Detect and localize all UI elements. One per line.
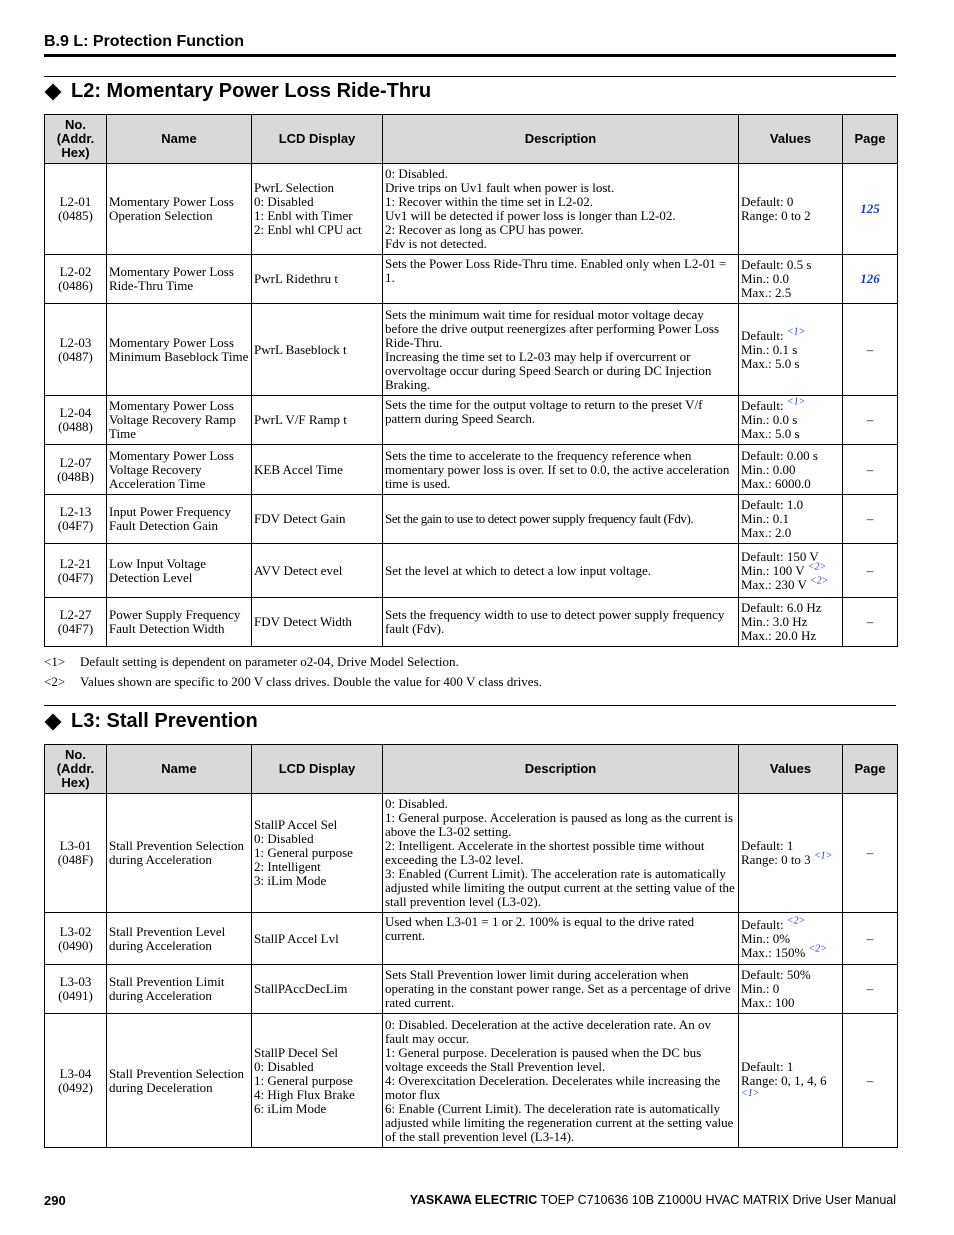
table-header-row — [45, 745, 898, 794]
section-rule-l2 — [44, 76, 896, 77]
col-header-lcd: LCD Display — [252, 745, 383, 794]
footnote-text: Default setting is dependent on parameter o2-04, Drive Model Selection. — [80, 654, 459, 669]
col-header-name: Name — [107, 745, 252, 794]
param-lcd: StallP Decel Sel 0: Disabled 1: General purpose 4: High Flux Brake 6: iLim Mode — [252, 1014, 383, 1148]
param-description: 0: Disabled. Deceleration at the active deceleration rate. An ov fault may occur. 1: General purpose. Deceleration is paused when the DC bus voltage exceeds the Stall Prevention level. 4: Overexcitation Deceleration. Decelerates while increasing the motor flux 6: Enable (Current Limit). The deceleration rate is automatically adjusted while limiting the regeneration current at the setting value of the stall prevention level (L3-14). — [383, 1014, 739, 1148]
value-default: Default: — [741, 327, 784, 343]
param-lcd: PwrL Ridethru t — [252, 255, 383, 304]
value-range: Range: 0, 1, 4, 6 — [741, 1072, 827, 1088]
table-row — [45, 495, 898, 544]
param-lcd: FDV Detect Gain — [252, 495, 383, 544]
page-ref: – — [843, 1014, 898, 1148]
param-no: L3-04 (0492) — [45, 1014, 107, 1148]
param-values: Default: 50% Min.: 0 Max.: 100 — [739, 965, 843, 1014]
param-lcd: StallP Accel Sel 0: Disabled 1: General purpose 2: Intelligent 3: iLim Mode — [252, 794, 383, 913]
page-link[interactable]: 125 — [843, 164, 898, 255]
section-title-l2 — [44, 80, 431, 103]
page-ref: – — [843, 913, 898, 965]
param-no: L2-13 (04F7) — [45, 495, 107, 544]
col-header-lcd: LCD Display — [252, 115, 383, 164]
section-title-text: L2: Momentary Power Loss Ride-Thru — [71, 80, 432, 102]
page-ref: – — [843, 794, 898, 913]
table-row — [45, 1014, 898, 1148]
param-lcd: PwrL V/F Ramp t — [252, 396, 383, 445]
footnote — [44, 674, 542, 690]
param-values — [739, 396, 843, 445]
param-no: L2-02 (0486) — [45, 255, 107, 304]
value-default: Default: — [741, 916, 784, 932]
value-max: Max.: 150% — [741, 944, 806, 960]
col-header-description: Description — [383, 115, 739, 164]
param-name: Stall Prevention Selection during Acceleration — [107, 794, 252, 913]
param-name: Momentary Power Loss Voltage Recovery Acceleration Time — [107, 445, 252, 495]
param-description: Used when L3-01 = 1 or 2. 100% is equal to the drive rated current. — [383, 913, 739, 965]
value-max: Max.: 230 V — [741, 576, 807, 592]
param-description: 0: Disabled. Drive trips on Uv1 fault when power is lost. 1: Recover within the time set in L2-02. Uv1 will be detected if power loss is longer than L2-02. 2: Recover as long as CPU has power. Fdv is not detected. — [383, 164, 739, 255]
param-values — [739, 544, 843, 598]
footnote-text: Values shown are specific to 200 V class drives. Double the value for 400 V class drives. — [80, 674, 542, 689]
page-ref: – — [843, 544, 898, 598]
footnote-ref[interactable]: <1> — [786, 326, 806, 338]
param-values — [739, 1014, 843, 1148]
param-values — [739, 304, 843, 396]
value-default: Default: 1 — [741, 1058, 794, 1074]
col-header-no: No. (Addr. Hex) — [45, 115, 107, 164]
page-link[interactable]: 126 — [843, 255, 898, 304]
param-description: Set the level at which to detect a low input voltage. — [383, 544, 739, 598]
footer-manual: TOEP C710636 10B Z1000U HVAC MATRIX Drive User Manual — [540, 1193, 896, 1207]
param-name: Stall Prevention Limit during Acceleration — [107, 965, 252, 1014]
param-lcd: StallPAccDecLim — [252, 965, 383, 1014]
value-default: Default: 1 — [741, 838, 794, 853]
param-description: Set the gain to use to detect power supply frequency fault (Fdv). — [383, 495, 739, 544]
col-header-values: Values — [739, 115, 843, 164]
table-row — [45, 445, 898, 495]
param-values — [739, 794, 843, 913]
param-no: L2-27 (04F7) — [45, 598, 107, 647]
col-header-no: No. (Addr. Hex) — [45, 745, 107, 794]
table-row — [45, 913, 898, 965]
footnote-ref[interactable]: <1> — [741, 1087, 760, 1099]
footnote — [44, 654, 459, 670]
table-row — [45, 396, 898, 445]
value-range: Range: 0 to 3 — [741, 852, 811, 867]
param-lcd: PwrL Selection 0: Disabled 1: Enbl with Timer 2: Enbl whl CPU act — [252, 164, 383, 255]
param-name: Stall Prevention Selection during Deceleration — [107, 1014, 252, 1148]
param-description: Sets Stall Prevention lower limit during acceleration when operating in the constant power range. Set as a percentage of drive rated current. — [383, 965, 739, 1014]
value-range: Min.: 0.0 s Max.: 5.0 s — [741, 412, 800, 441]
section-rule-l3 — [44, 705, 896, 706]
param-values: Default: 0.5 s Min.: 0.0 Max.: 2.5 — [739, 255, 843, 304]
value-range: Min.: 0.1 s Max.: 5.0 s — [741, 341, 800, 371]
section-header: B.9 L: Protection Function — [44, 33, 244, 50]
diamond-bullet-icon — [45, 83, 62, 100]
section-title-text: L3: Stall Prevention — [71, 710, 258, 732]
footnote-ref[interactable]: <2> — [786, 915, 806, 927]
param-lcd: AVV Detect evel — [252, 544, 383, 598]
param-lcd: KEB Accel Time — [252, 445, 383, 495]
section-title-l3 — [44, 710, 258, 733]
footer-manual-title — [410, 1193, 896, 1207]
param-description: 0: Disabled. 1: General purpose. Acceleration is paused as long as the current is above the L3-02 setting. 2: Intelligent. Accelerate in the shortest possible time without exceeding the L3-02 level. 3: Enabled (Current Limit). The acceleration rate is automatically adjusted while limiting the output current at the setting value of the stall prevention level (L3-02). — [383, 794, 739, 913]
param-no: L2-01 (0485) — [45, 164, 107, 255]
param-no: L3-01 (048F) — [45, 794, 107, 913]
param-values: Default: 0.00 s Min.: 0.00 Max.: 6000.0 — [739, 445, 843, 495]
param-values — [739, 913, 843, 965]
param-description: Sets the frequency width to use to detect power supply frequency fault (Fdv). — [383, 598, 739, 647]
footnote-ref[interactable]: <1> — [786, 396, 806, 408]
footnote-ref[interactable]: <2> — [808, 943, 828, 955]
param-name: Momentary Power Loss Minimum Baseblock Time — [107, 304, 252, 396]
footnote-tag: <2> — [44, 674, 66, 689]
param-description: Sets the time for the output voltage to return to the preset V/f pattern during Speed Search. — [383, 396, 739, 445]
param-lcd: PwrL Baseblock t — [252, 304, 383, 396]
param-no: L2-21 (04F7) — [45, 544, 107, 598]
param-lcd: FDV Detect Width — [252, 598, 383, 647]
param-no: L2-07 (048B) — [45, 445, 107, 495]
value-default: Default: 150 V — [741, 548, 819, 564]
param-name: Stall Prevention Level during Acceleration — [107, 913, 252, 965]
table-row — [45, 794, 898, 913]
l2-parameter-table — [44, 114, 898, 647]
header-rule — [44, 54, 896, 57]
param-no: L2-04 (0488) — [45, 396, 107, 445]
page-ref: – — [843, 445, 898, 495]
param-name: Low Input Voltage Detection Level — [107, 544, 252, 598]
param-no: L3-03 (0491) — [45, 965, 107, 1014]
table-row — [45, 544, 898, 598]
param-lcd: StallP Accel Lvl — [252, 913, 383, 965]
table-header-row — [45, 115, 898, 164]
param-name: Momentary Power Loss Voltage Recovery Ramp Time — [107, 396, 252, 445]
param-name: Input Power Frequency Fault Detection Gain — [107, 495, 252, 544]
param-name: Momentary Power Loss Ride-Thru Time — [107, 255, 252, 304]
col-header-page: Page — [843, 745, 898, 794]
footnote-tag: <1> — [44, 654, 66, 669]
param-no: L3-02 (0490) — [45, 913, 107, 965]
l3-parameter-table — [44, 744, 898, 1148]
param-name: Power Supply Frequency Fault Detection Width — [107, 598, 252, 647]
table-row — [45, 164, 898, 255]
footnote-ref[interactable]: <2> — [809, 575, 829, 587]
table-row — [45, 965, 898, 1014]
param-description: Sets the minimum wait time for residual motor voltage decay before the drive output reenergizes after performing Power Loss Ride-Thru. Increasing the time set to L2-03 may help if overcurrent or overvoltage occur during Speed Search or during DC Injection Braking. — [383, 304, 739, 396]
footnote-ref[interactable]: <2> — [807, 561, 827, 573]
param-description: Sets the Power Loss Ride-Thru time. Enabled only when L2-01 = 1. — [383, 255, 739, 304]
param-values: Default: 0 Range: 0 to 2 — [739, 164, 843, 255]
param-values: Default: 6.0 Hz Min.: 3.0 Hz Max.: 20.0 Hz — [739, 598, 843, 647]
footer-brand: YASKAWA ELECTRIC — [409, 1193, 538, 1207]
diamond-bullet-icon — [45, 713, 62, 730]
page-ref: – — [843, 495, 898, 544]
param-description: Sets the time to accelerate to the frequency reference when momentary power loss is over. If set to 0.0, the active acceleration time is used. — [383, 445, 739, 495]
col-header-values: Values — [739, 745, 843, 794]
page-ref: – — [843, 965, 898, 1014]
param-values: Default: 1.0 Min.: 0.1 Max.: 2.0 — [739, 495, 843, 544]
value-min: Min.: 100 V — [741, 562, 805, 578]
table-row — [45, 255, 898, 304]
col-header-name: Name — [107, 115, 252, 164]
page-ref: – — [843, 396, 898, 445]
col-header-page: Page — [843, 115, 898, 164]
page-ref: – — [843, 304, 898, 396]
param-no: L2-03 (0487) — [45, 304, 107, 396]
table-row — [45, 304, 898, 396]
footnote-ref[interactable]: <1> — [813, 850, 833, 862]
table-row — [45, 598, 898, 647]
value-default: Default: — [741, 398, 784, 413]
param-name: Momentary Power Loss Operation Selection — [107, 164, 252, 255]
col-header-description: Description — [383, 745, 739, 794]
value-min: Min.: 0% — [741, 930, 791, 946]
page-ref: – — [843, 598, 898, 647]
page-number: 290 — [44, 1193, 66, 1208]
